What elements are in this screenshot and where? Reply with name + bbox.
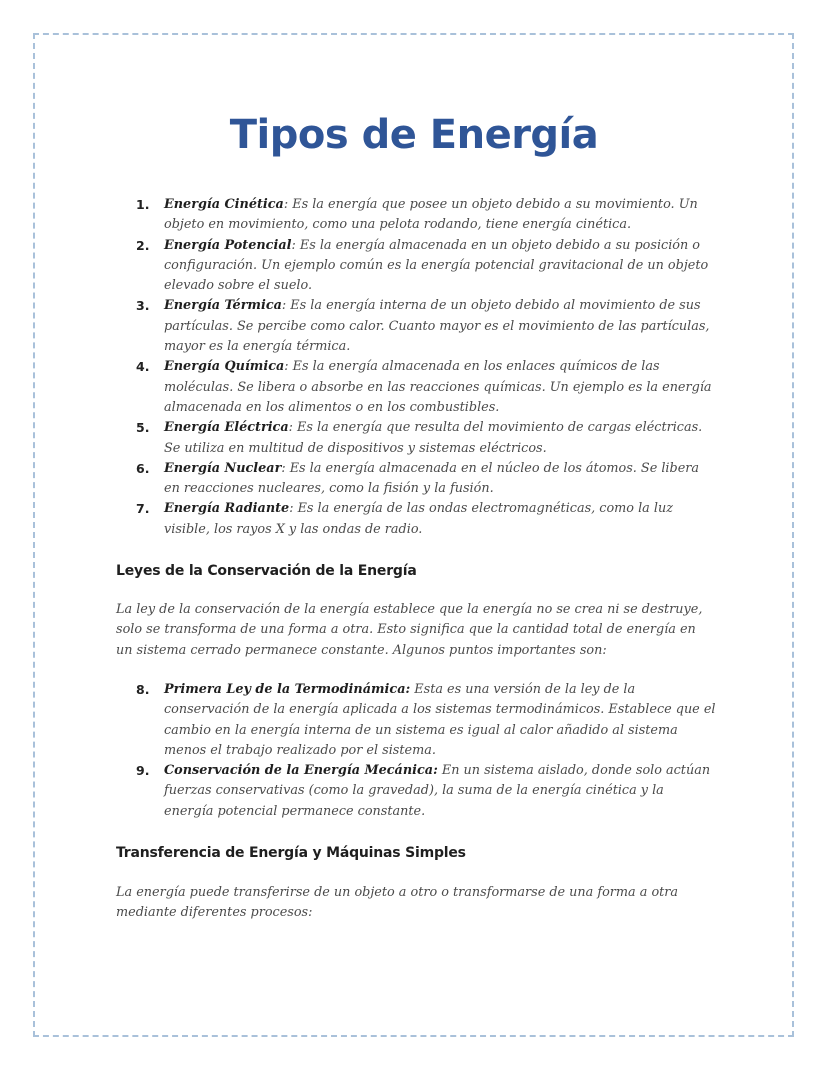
- list-item-number: 9.: [136, 763, 150, 779]
- page-title: Tipos de Energía: [229, 112, 599, 158]
- list-item: [116, 680, 716, 761]
- section-heading-conservation: Leyes de la Conservación de la Energía: [116, 563, 417, 579]
- list-item: [116, 357, 716, 418]
- list-item-term: Energía Radiante: [164, 501, 290, 517]
- list-item-text: : Es la energía almacenada en un objeto debido a su posición o configuración. Un ejemplo común es la energía potencial gravitacional de un objeto elevado sobre el suelo.: [164, 237, 709, 294]
- list-item-text: : Es la energía almacenada en los enlaces químicos de las moléculas. Se libera o absorbe en las reacciones químicas. Un ejemplo es la energía almacenada en los alimentos o en los combustibles.: [164, 359, 712, 415]
- list-item-term: Energía Térmica: [164, 298, 282, 314]
- list-item: [116, 418, 716, 459]
- list-item-text: : Es la energía que posee un objeto debido a su movimiento. Un objeto en movimiento, como una pelota rodando, tiene energía cinética.: [164, 197, 698, 233]
- list-item-term: Energía Potencial: [164, 237, 292, 253]
- list-item-text: : Es la energía interna de un objeto debido al movimiento de sus partículas. Se percibe como calor. Cuanto mayor es el movimiento de las partículas, mayor es la energía térmica.: [164, 298, 710, 355]
- list-item-text: : Es la energía almacenada en el núcleo de los átomos. Se libera en reacciones nucleares, como la fisión y la fusión.: [164, 460, 700, 497]
- section-heading-transfer: Transferencia de Energía y Máquinas Simples: [116, 845, 466, 861]
- list-item-number: 3.: [136, 298, 150, 314]
- list-item-term: Energía Cinética: [164, 197, 284, 212]
- conservation-paragraph: La ley de la conservación de la energía establece que la energía no se crea ni se destruye, solo se transforma de una forma a otra. Esto significa que la cantidad total de energía en un sistema cerrado permanece constante. Algunos puntos importantes son:: [116, 602, 703, 658]
- list-item-number: 8.: [136, 682, 150, 697]
- list-item: [116, 761, 716, 822]
- energy-types-list: [116, 195, 716, 540]
- list-item: [116, 236, 716, 297]
- list-item: [116, 459, 716, 500]
- list-item-term: Conservación de la Energía Mecánica:: [164, 763, 438, 779]
- list-item-term: Energía Nuclear: [164, 460, 282, 476]
- conservation-laws-list: [116, 680, 716, 822]
- list-item-term: Energía Química: [164, 359, 285, 375]
- list-item: [116, 296, 716, 357]
- list-item-text: En un sistema aislado, donde solo actúan fuerzas conservativas (como la gravedad), la suma de la energía cinética y la energía potencial permanece constante.: [164, 763, 711, 819]
- transfer-paragraph: La energía puede transferirse de un objeto a otro o transformarse de una forma a otra mediante diferentes procesos:: [116, 885, 679, 921]
- list-item-number: 5.: [136, 420, 150, 436]
- list-item-number: 6.: [136, 460, 150, 476]
- list-item-text: : Es la energía que resulta del movimiento de cargas eléctricas. Se utiliza en multitud de dispositivos y sistemas eléctricos.: [164, 420, 703, 456]
- list-item-number: 1.: [136, 197, 150, 212]
- list-item-number: 2.: [136, 237, 150, 253]
- list-item-number: 7.: [136, 501, 150, 517]
- list-item-number: 4.: [136, 359, 150, 375]
- list-item-text: : Es la energía de las ondas electromagnéticas, como la luz visible, los rayos X y las ondas de radio.: [164, 501, 673, 537]
- list-item-term: Primera Ley de la Termodinámica:: [164, 682, 411, 697]
- list-item: [116, 195, 716, 236]
- list-item: [116, 499, 716, 540]
- list-item-term: Energía Eléctrica: [164, 420, 289, 436]
- list-item-text: Esta es una versión de la ley de la conservación de la energía aplicada a los sistemas termodinámicos. Establece que el cambio en la energía interna de un sistema es igual al calor añadido al sistema menos el trabajo realizado por el sistema.: [164, 682, 716, 758]
